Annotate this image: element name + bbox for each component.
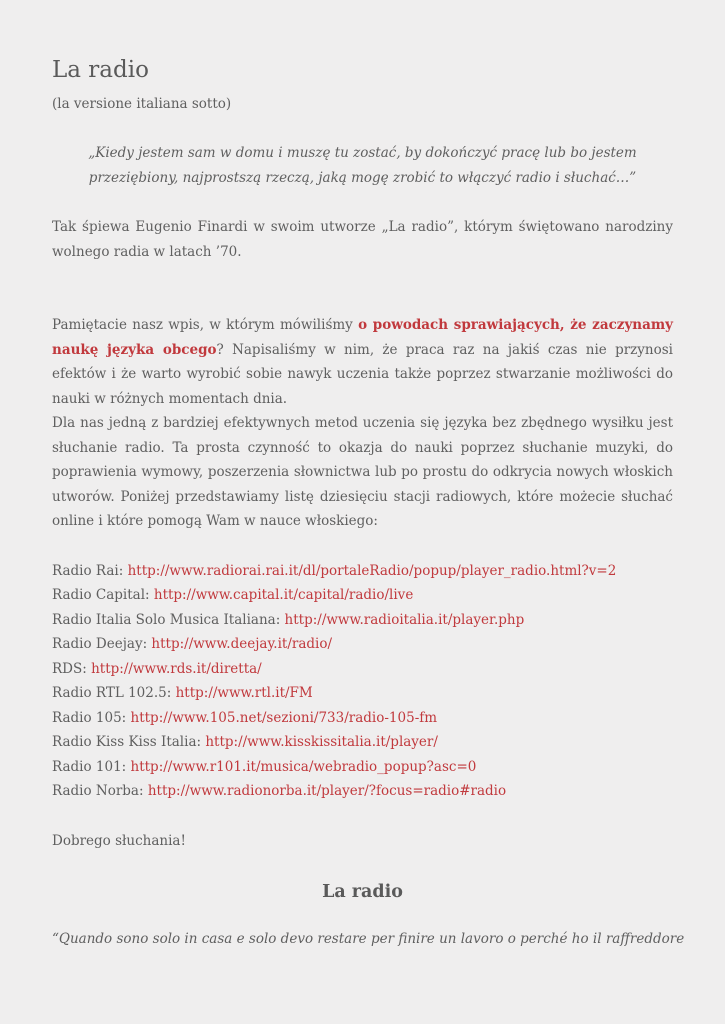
reasons-paragraph [52,313,673,411]
reasons-text-after: ? Napisaliśmy w nim, że praca raz na jakiś czas nie przynosi efektów i że warto wyrobić sobie nawyk uczenia także poprzez stwarzanie możliwości do nauki w różnych momentach dnia. [52,341,673,407]
list-item [52,608,673,633]
station-name: Radio Kiss Kiss Italia: [52,734,206,750]
station-name: Radio RTL 102.5: [52,685,176,701]
list-item [52,632,673,657]
reasons-link[interactable]: o powodach sprawiających, że zaczynamy naukę języka obcego [52,317,673,358]
station-link[interactable]: http://www.105.net/sezioni/733/radio-105-fm [130,709,438,726]
station-name: Radio Capital: [52,587,154,603]
station-name: RDS: [52,660,92,677]
list-item [52,706,673,731]
reasons-text-before: Pamiętacie nasz wpis, w którym mówiliśmy [52,317,359,333]
italian-section-title: La radio [322,882,403,902]
station-name: Radio Rai: [52,562,128,579]
station-link[interactable]: http://www.deejay.it/radio/ [151,636,333,652]
station-list [52,559,673,804]
station-name: Radio Italia Solo Musica Italiana: [52,611,285,628]
station-name: Radio 101: [52,758,131,775]
station-link[interactable]: http://www.kisskissitalia.it/player/ [205,734,438,750]
page-title: La radio [52,57,149,83]
list-item [52,657,673,682]
station-link[interactable]: http://www.capital.it/capital/radio/live [153,587,414,603]
station-link[interactable]: http://www.radioitalia.it/player.php [284,611,525,628]
method-paragraph: Dla nas jedną z bardziej efektywnych metod uczenia się języka bez zbędnego wysiłku jest słuchanie radio. Ta prosta czynność to okazja do nauki poprzez słuchanie muzyki, do poprawienia wymowy, poszerzenia słownictwa lub po prostu do odkrycia nowych włoskich utworów. Poniżej przedstawiamy listę dziesięciu stacji radiowych, które możecie słuchać online i które pomogą Wam w nauce włoskiego: [52,415,673,529]
list-item [52,730,673,755]
station-link[interactable]: http://www.radiorai.rai.it/dl/portaleRadio/popup/player_radio.html?v=2 [127,562,617,579]
list-item [52,681,673,706]
list-item [52,755,673,780]
closing-text: Dobrego słuchania! [52,832,186,849]
station-name: Radio Norba: [52,783,148,799]
station-link[interactable]: http://www.radionorba.it/player/?focus=radio#radio [147,783,507,799]
station-name: Radio 105: [52,709,131,726]
list-item [52,779,673,804]
station-link[interactable]: http://www.rtl.it/FM [175,685,313,701]
station-name: Radio Deejay: [52,636,152,652]
list-item [52,559,673,584]
intro-paragraph: Tak śpiewa Eugenio Finardi w swoim utworze „La radio”, którym świętowano narodziny wolnego radia w latach ’70. [52,219,673,260]
subtitle: (la versione italiana sotto) [52,96,232,112]
opening-quote: „Kiedy jestem sam w domu i muszę tu zostać, by dokończyć pracę lub bo jestem przeziębiony, najprostszą rzeczą, jaką mogę zrobić to włączyć radio i słuchać…” [88,145,637,186]
station-link[interactable]: http://www.r101.it/musica/webradio_popup?asc=0 [130,758,477,775]
list-item [52,583,673,608]
italian-quote: “Quando sono solo in casa e solo devo restare per finire un lavoro o perché ho il raffreddore [52,931,685,947]
station-link[interactable]: http://www.rds.it/diretta/ [91,660,262,677]
